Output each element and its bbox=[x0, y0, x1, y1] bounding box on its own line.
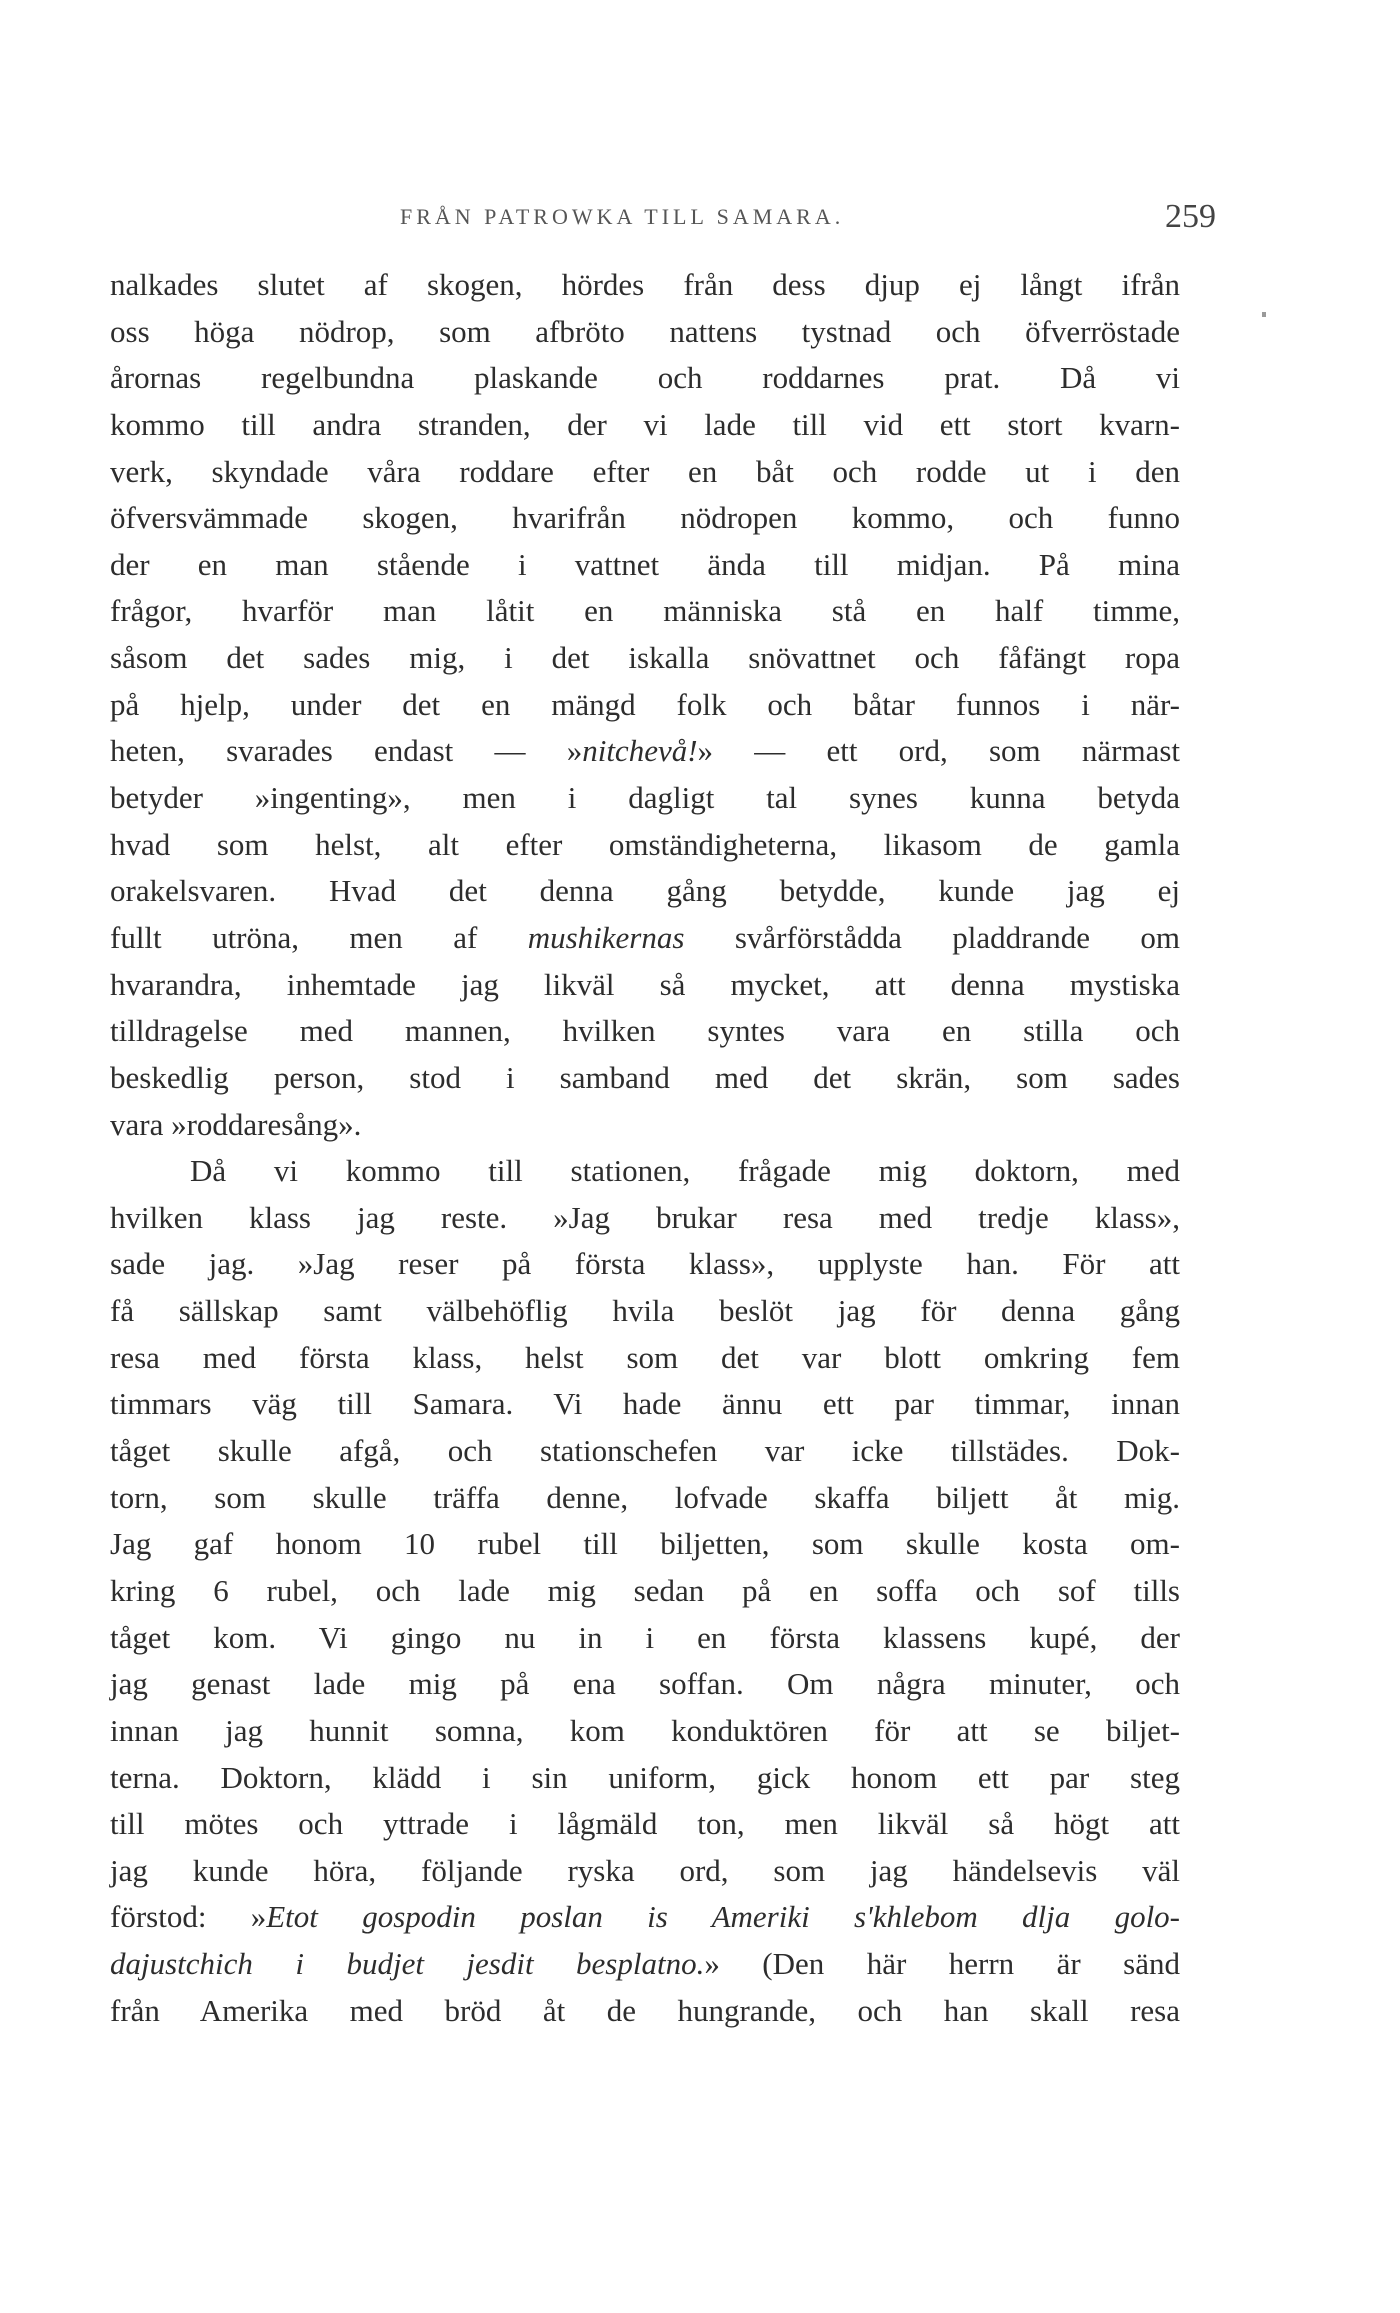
text-line: hvilken klass jag reste. »Jag brukar resa med tredje klass», bbox=[110, 1199, 1180, 1235]
text-segment: fullt utröna, men af bbox=[110, 919, 528, 955]
text-line: torn, som skulle träffa denne, lofvade skaffa biljett åt mig. bbox=[110, 1479, 1180, 1515]
text-line bbox=[110, 728, 1180, 775]
text-line: timmars väg till Samara. Vi hade ännu ett par timmar, innan bbox=[110, 1386, 1180, 1422]
text-line: tåget skulle afgå, och stationschefen var icke tillstädes. Dok- bbox=[110, 1433, 1180, 1469]
text-line: vara »roddaresång». bbox=[110, 1106, 362, 1142]
text-segment: » — ett ord, som närmast bbox=[697, 733, 1180, 769]
text-line: sade jag. »Jag reser på första klass», upplyste han. För att bbox=[110, 1246, 1180, 1282]
text-line: Jag gaf honom 10 rubel till biljetten, som skulle kosta om- bbox=[110, 1526, 1180, 1562]
italic-word: nitchevå! bbox=[582, 733, 698, 769]
text-line: tilldragelse med mannen, hvilken syntes vara en stilla och bbox=[110, 1013, 1180, 1049]
text-line: på hjelp, under det en mängd folk och båtar funnos i när- bbox=[110, 686, 1180, 722]
text-line: orakelsvaren. Hvad det denna gång betydde, kunde jag ej bbox=[110, 873, 1180, 909]
text-line: såsom det sades mig, i det iskalla snövattnet och fåfängt ropa bbox=[110, 640, 1180, 676]
text-line: beskedlig person, stod i samband med det skrän, som sades bbox=[110, 1059, 1180, 1095]
text-segment: förstod: » bbox=[110, 1899, 267, 1935]
text-line: till mötes och yttrade i lågmäld ton, men likväl så högt att bbox=[110, 1806, 1180, 1842]
text-line: oss höga nödrop, som afbröto nattens tystnad och öfverröstade bbox=[110, 313, 1180, 349]
text-line: nalkades slutet af skogen, hördes från dess djup ej långt ifrån bbox=[110, 267, 1180, 302]
page-number: 259 bbox=[1165, 198, 1216, 235]
italic-phrase: Etot gospodin poslan is Ameriki s'khlebom dlja golo- bbox=[266, 1899, 1181, 1935]
text-line bbox=[110, 915, 1180, 962]
text-line: resa med första klass, helst som det var blott omkring fem bbox=[110, 1339, 1180, 1375]
italic-phrase: dajustchich i budjet jesdit besplatno. bbox=[110, 1946, 705, 1982]
text-segment: heten, svarades endast — » bbox=[110, 733, 583, 769]
text-line: från Amerika med bröd åt de hungrande, och han skall resa bbox=[110, 1992, 1180, 2028]
body-text bbox=[110, 262, 1180, 2034]
text-line: öfversvämmade skogen, hvarifrån nödropen kommo, och funno bbox=[110, 500, 1180, 536]
text-line: jag genast lade mig på ena soffan. Om några minuter, och bbox=[110, 1666, 1180, 1702]
text-line: terna. Doktorn, klädd i sin uniform, gick honom ett par steg bbox=[110, 1759, 1180, 1795]
running-head bbox=[110, 198, 1220, 238]
text-line: der en man stående i vattnet ända till midjan. På mina bbox=[110, 546, 1180, 582]
text-line bbox=[110, 1941, 1180, 1988]
text-line: tåget kom. Vi gingo nu in i en första klassens kupé, der bbox=[110, 1619, 1180, 1655]
text-line: kring 6 rubel, och lade mig sedan på en soffa och sof tills bbox=[110, 1572, 1180, 1608]
italic-word: mushikernas bbox=[527, 919, 685, 955]
text-line bbox=[110, 1894, 1180, 1941]
text-line: få sällskap samt välbehöflig hvila beslöt jag för denna gång bbox=[110, 1293, 1180, 1329]
text-line: kommo till andra stranden, der vi lade till vid ett stort kvarn- bbox=[110, 406, 1180, 442]
text-line: jag kunde höra, följande ryska ord, som jag händelsevis väl bbox=[110, 1852, 1180, 1888]
margin-speck bbox=[1262, 312, 1266, 317]
running-title: FRÅN PATROWKA TILL SAMARA. bbox=[400, 204, 845, 229]
text-line: betyder »ingenting», men i dagligt tal synes kunna betyda bbox=[110, 780, 1180, 816]
text-line: innan jag hunnit somna, kom konduktören för att se biljet- bbox=[110, 1712, 1180, 1748]
text-line: verk, skyndade våra roddare efter en båt och rodde ut i den bbox=[110, 453, 1180, 489]
text-segment: svårförstådda pladdrande om bbox=[684, 919, 1180, 955]
text-segment: » (Den här herrn är sänd bbox=[704, 1946, 1180, 1982]
text-line: hvarandra, inhemtade jag likväl så mycket, att denna mystiska bbox=[110, 966, 1180, 1002]
text-line: årornas regelbundna plaskande och roddarnes prat. Då vi bbox=[110, 360, 1180, 396]
text-line: Då vi kommo till stationen, frågade mig doktorn, med bbox=[190, 1153, 1180, 1189]
text-line: frågor, hvarför man låtit en människa stå en half timme, bbox=[110, 593, 1180, 629]
text-line: hvad som helst, alt efter omständigheterna, likasom de gamla bbox=[110, 826, 1180, 862]
